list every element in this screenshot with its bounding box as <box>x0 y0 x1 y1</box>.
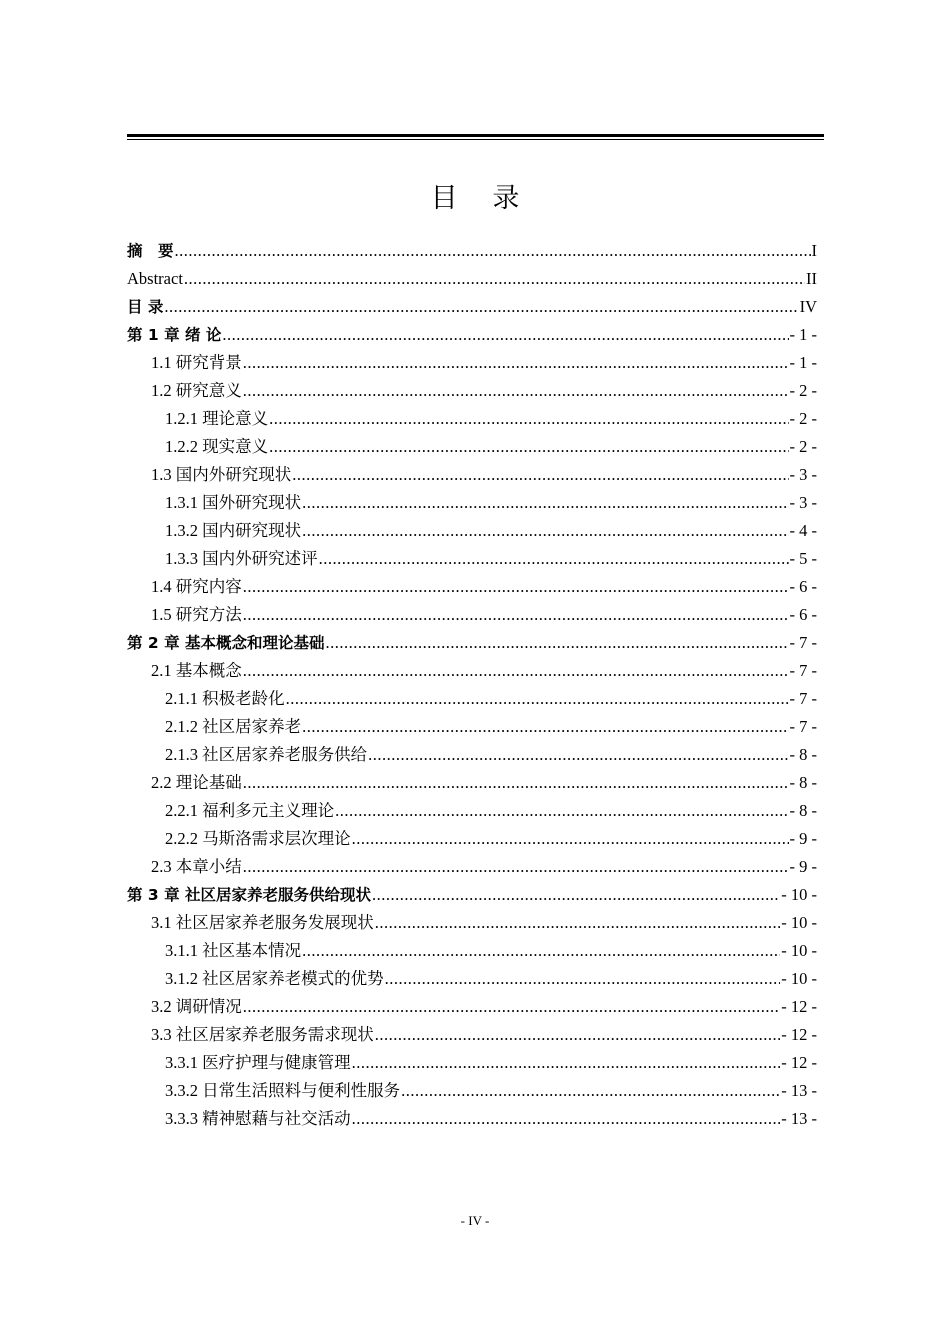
toc-leader-dots <box>352 825 789 853</box>
toc-entry-label: 2.2.1 福利多元主义理论 <box>165 801 335 820</box>
toc-entry[interactable] <box>127 573 817 601</box>
toc-entry[interactable] <box>127 321 817 349</box>
toc-entry-page: - 4 - <box>789 521 817 540</box>
toc-entry-page: - 6 - <box>789 577 817 596</box>
toc-entry-page: - 10 - <box>781 969 817 988</box>
toc-entry[interactable] <box>127 657 817 685</box>
header-rule-thick <box>127 134 824 137</box>
toc-entry-page: - 6 - <box>789 605 817 624</box>
toc-entry-label: 1.4 研究内容 <box>151 577 242 596</box>
toc-entry-label: 摘 要 <box>127 242 174 260</box>
toc-leader-dots <box>385 965 781 993</box>
header-rule-thin <box>127 139 824 140</box>
toc-entry-page: - 7 - <box>789 661 817 680</box>
toc-entry-label: 1.3.2 国内研究现状 <box>165 521 302 540</box>
toc-entry[interactable] <box>127 965 817 993</box>
toc-leader-dots <box>302 937 780 965</box>
toc-entry-label: 2.2 理论基础 <box>151 773 242 792</box>
toc-entry-page: - 8 - <box>789 773 817 792</box>
toc-entry[interactable] <box>127 713 817 741</box>
toc-leader-dots <box>335 797 788 825</box>
toc-entry[interactable] <box>127 293 817 321</box>
toc-entry-label: 1.5 研究方法 <box>151 605 242 624</box>
toc-entry-page: - 7 - <box>789 717 817 736</box>
toc-entry-label: 1.3.3 国内外研究述评 <box>165 549 318 568</box>
toc-leader-dots <box>375 909 781 937</box>
toc-entry-label: 2.1 基本概念 <box>151 661 242 680</box>
toc-entry-label: 1.2.2 现实意义 <box>165 437 269 456</box>
toc-entry-page: - 9 - <box>789 829 817 848</box>
toc-entry-label: 第 3 章 社区居家养老服务供给现状 <box>127 886 371 904</box>
toc-entry-label: Abstract <box>127 269 183 288</box>
toc-entry[interactable] <box>127 685 817 713</box>
toc-entry-page: IV <box>799 297 817 316</box>
toc-entry[interactable] <box>127 1077 817 1105</box>
toc-entry-page: II <box>806 269 817 288</box>
toc-entry-page: - 8 - <box>789 801 817 820</box>
toc-entry-label: 2.1.1 积极老龄化 <box>165 689 285 708</box>
toc-entry[interactable] <box>127 993 817 1021</box>
toc-entry-page: - 2 - <box>789 409 817 428</box>
toc-leader-dots <box>319 545 789 573</box>
toc-entry-page: - 7 - <box>789 689 817 708</box>
toc-leader-dots <box>243 573 789 601</box>
toc-entry[interactable] <box>127 517 817 545</box>
toc-leader-dots <box>401 1077 780 1105</box>
toc-entry-label: 2.1.3 社区居家养老服务供给 <box>165 745 368 764</box>
toc-entry-page: - 8 - <box>789 745 817 764</box>
toc-entry-page: - 10 - <box>781 913 817 932</box>
toc-leader-dots <box>184 265 805 293</box>
toc-entry-page: I <box>811 241 817 260</box>
toc-leader-dots <box>243 377 789 405</box>
toc-leader-dots <box>302 489 788 517</box>
toc-entry-label: 第 2 章 基本概念和理论基础 <box>127 634 325 652</box>
toc-entry-page: - 7 - <box>789 633 817 652</box>
toc-entry-label: 3.3.1 医疗护理与健康管理 <box>165 1053 351 1072</box>
toc-entry-label: 2.2.2 马斯洛需求层次理论 <box>165 829 351 848</box>
toc-entry-label: 3.3.3 精神慰藉与社交活动 <box>165 1109 351 1128</box>
toc-leader-dots <box>243 349 789 377</box>
toc-entry-label: 3.1 社区居家养老服务发展现状 <box>151 913 374 932</box>
toc-entry[interactable] <box>127 937 817 965</box>
toc-entry-label: 1.3 国内外研究现状 <box>151 465 292 484</box>
toc-entry-label: 目 录 <box>127 298 164 316</box>
page-number: - IV - <box>460 1213 490 1228</box>
toc-entry-label: 1.2 研究意义 <box>151 381 242 400</box>
toc-entry-page: - 3 - <box>789 493 817 512</box>
toc-entry-label: 2.1.2 社区居家养老 <box>165 717 302 736</box>
toc-leader-dots <box>243 769 789 797</box>
toc-entry[interactable] <box>127 797 817 825</box>
toc-entry[interactable] <box>127 545 817 573</box>
toc-entry[interactable] <box>127 1049 817 1077</box>
toc-entry[interactable] <box>127 741 817 769</box>
toc-entry[interactable] <box>127 405 817 433</box>
toc-leader-dots <box>368 741 788 769</box>
toc-leader-dots <box>302 517 788 545</box>
toc-entry-page: - 1 - <box>789 353 817 372</box>
toc-entry-page: - 12 - <box>781 1053 817 1072</box>
toc-entry-label: 2.3 本章小结 <box>151 857 242 876</box>
toc-leader-dots <box>164 293 798 321</box>
toc-entry-label: 3.3.2 日常生活照料与便利性服务 <box>165 1081 401 1100</box>
toc-entry-page: - 2 - <box>789 437 817 456</box>
toc-entry[interactable] <box>127 237 817 265</box>
toc-entry[interactable] <box>127 489 817 517</box>
toc-entry-label: 3.1.2 社区居家养老模式的优势 <box>165 969 384 988</box>
toc-entry-page: - 12 - <box>781 1025 817 1044</box>
toc-entry[interactable] <box>127 769 817 797</box>
toc-entry-label: 3.3 社区居家养老服务需求现状 <box>151 1025 374 1044</box>
toc-entry-page: - 1 - <box>789 325 817 344</box>
toc-entry[interactable] <box>127 349 817 377</box>
toc-entry[interactable] <box>127 825 817 853</box>
toc-leader-dots <box>372 881 780 909</box>
toc-entry[interactable] <box>127 265 817 293</box>
toc-entry-page: - 9 - <box>789 857 817 876</box>
toc-entry-page: - 13 - <box>781 1109 817 1128</box>
toc-entry[interactable] <box>127 433 817 461</box>
page-title: 目 录 <box>430 183 534 213</box>
toc-leader-dots <box>269 405 788 433</box>
toc-entry[interactable] <box>127 909 817 937</box>
toc-leader-dots <box>286 685 789 713</box>
toc-leader-dots <box>375 1021 781 1049</box>
toc-leader-dots <box>243 853 789 881</box>
toc-entry-label: 1.1 研究背景 <box>151 353 242 372</box>
toc-entry[interactable] <box>127 1021 817 1049</box>
toc-entry-label: 1.3.1 国外研究现状 <box>165 493 302 512</box>
toc-entry-page: - 2 - <box>789 381 817 400</box>
toc-entry[interactable] <box>127 461 817 489</box>
toc-leader-dots <box>352 1049 781 1077</box>
toc-leader-dots <box>325 629 788 657</box>
toc-entry-label: 1.2.1 理论意义 <box>165 409 269 428</box>
toc-entry[interactable] <box>127 377 817 405</box>
toc-leader-dots <box>243 601 789 629</box>
toc-leader-dots <box>292 461 788 489</box>
toc-entry-label: 3.2 调研情况 <box>151 997 242 1016</box>
toc-entry-page: - 10 - <box>781 941 817 960</box>
toc-entry[interactable] <box>127 853 817 881</box>
toc-leader-dots <box>222 321 788 349</box>
toc-entry-label: 3.1.1 社区基本情况 <box>165 941 302 960</box>
toc-leader-dots <box>269 433 788 461</box>
toc-leader-dots <box>352 1105 781 1133</box>
toc-entry-page: - 12 - <box>781 997 817 1016</box>
toc-entry-page: - 10 - <box>781 885 817 904</box>
toc-entry-label: 第 1 章 绪 论 <box>127 326 222 344</box>
toc-leader-dots <box>175 237 811 265</box>
toc-leader-dots <box>302 713 788 741</box>
toc-entry-page: - 5 - <box>789 549 817 568</box>
toc-entry-page: - 13 - <box>781 1081 817 1100</box>
toc-leader-dots <box>243 993 781 1021</box>
toc-entry[interactable] <box>127 881 817 909</box>
table-of-contents <box>127 237 817 1133</box>
toc-leader-dots <box>243 657 789 685</box>
toc-entry[interactable] <box>127 629 817 657</box>
toc-entry-page: - 3 - <box>789 465 817 484</box>
toc-entry[interactable] <box>127 601 817 629</box>
toc-entry[interactable] <box>127 1105 817 1133</box>
